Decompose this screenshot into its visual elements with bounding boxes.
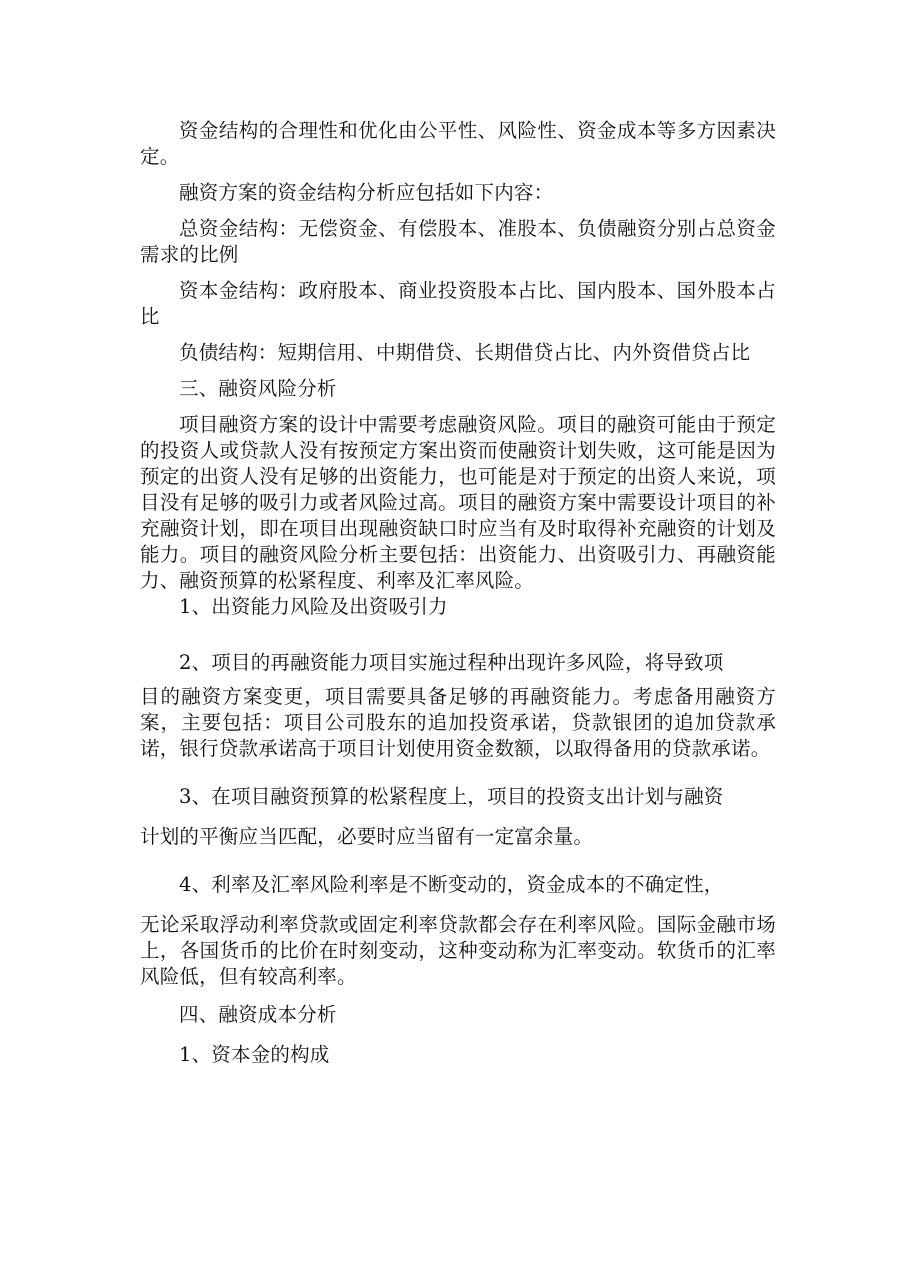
list-item-budget-body: 计划的平衡应当匹配，必要时应当留有一定富余量。 — [140, 825, 594, 848]
paragraph-financing-risk: 项目融资方案的设计中需要考虑融资风险。项目的融资可能由于预定的投资人或贷款人没有按预定方案出资而使融资计划失败，这可能是因为预定的出资人没有足够的出资能力，也可能是对于预定的出资人来说，项目没有足够的吸引力或者风险过高。项目的融资方案中需要设计项目的补充融资计划，即在项目出现融资缺口时应当有及时取得补充融资的计划及能力。项目的融资风险分析主要包括：出资能力、出资吸引力、再融资能力、融资预算的松紧程度、利率及汇率风险。 — [140, 413, 776, 592]
list-item-funding-capacity: 1、出资能力风险及出资吸引力 — [179, 595, 448, 618]
paragraph-debt-structure: 负债结构：短期信用、中期借贷、长期借贷占比、内外资借贷占比 — [179, 341, 751, 364]
list-item-refinancing-head: 2、项目的再融资能力项目实施过程种出现许多风险，将导致项 — [179, 651, 724, 674]
paragraph-analysis-contents: 融资方案的资金结构分析应包括如下内容： — [179, 181, 554, 204]
section-heading-financing-risk: 三、融资风险分析 — [179, 377, 337, 400]
list-item-capital-composition: 1、资本金的构成 — [179, 1043, 330, 1066]
document-page — [140, 118, 776, 1068]
paragraph-capital-structure-intro: 资金结构的合理性和优化由公平性、风险性、资金成本等多方因素决定。 — [140, 119, 776, 168]
paragraph-total-capital-structure: 总资金结构：无偿资金、有偿股本、准股本、负债融资分别占总资金需求的比例 — [140, 217, 776, 266]
list-item-rate-risk-head: 4、利率及汇率风险利率是不断变动的，资金成本的不确定性， — [179, 873, 724, 896]
list-item-refinancing-body: 目的融资方案变更，项目需要具备足够的再融资能力。考虑备用融资方案，主要包括：项目公司股东的追加投资承诺，贷款银团的追加贷款承诺，银行贷款承诺高于项目计划使用资金数额，以取得备用的贷款承诺。 — [140, 685, 776, 760]
paragraph-equity-structure: 资本金结构：政府股本、商业投资股本占比、国内股本、国外股本占比 — [140, 279, 776, 328]
section-heading-financing-cost: 四、融资成本分析 — [179, 1003, 337, 1026]
list-item-budget-head: 3、在项目融资预算的松紧程度上，项目的投资支出计划与融资 — [179, 785, 724, 808]
list-item-rate-risk-body: 无论采取浮动利率贷款或固定利率贷款都会存在利率风险。国际金融市场上，各国货币的比价在时刻变动，这种变动称为汇率变动。软货币的汇率风险低，但有较高利率。 — [140, 913, 776, 988]
